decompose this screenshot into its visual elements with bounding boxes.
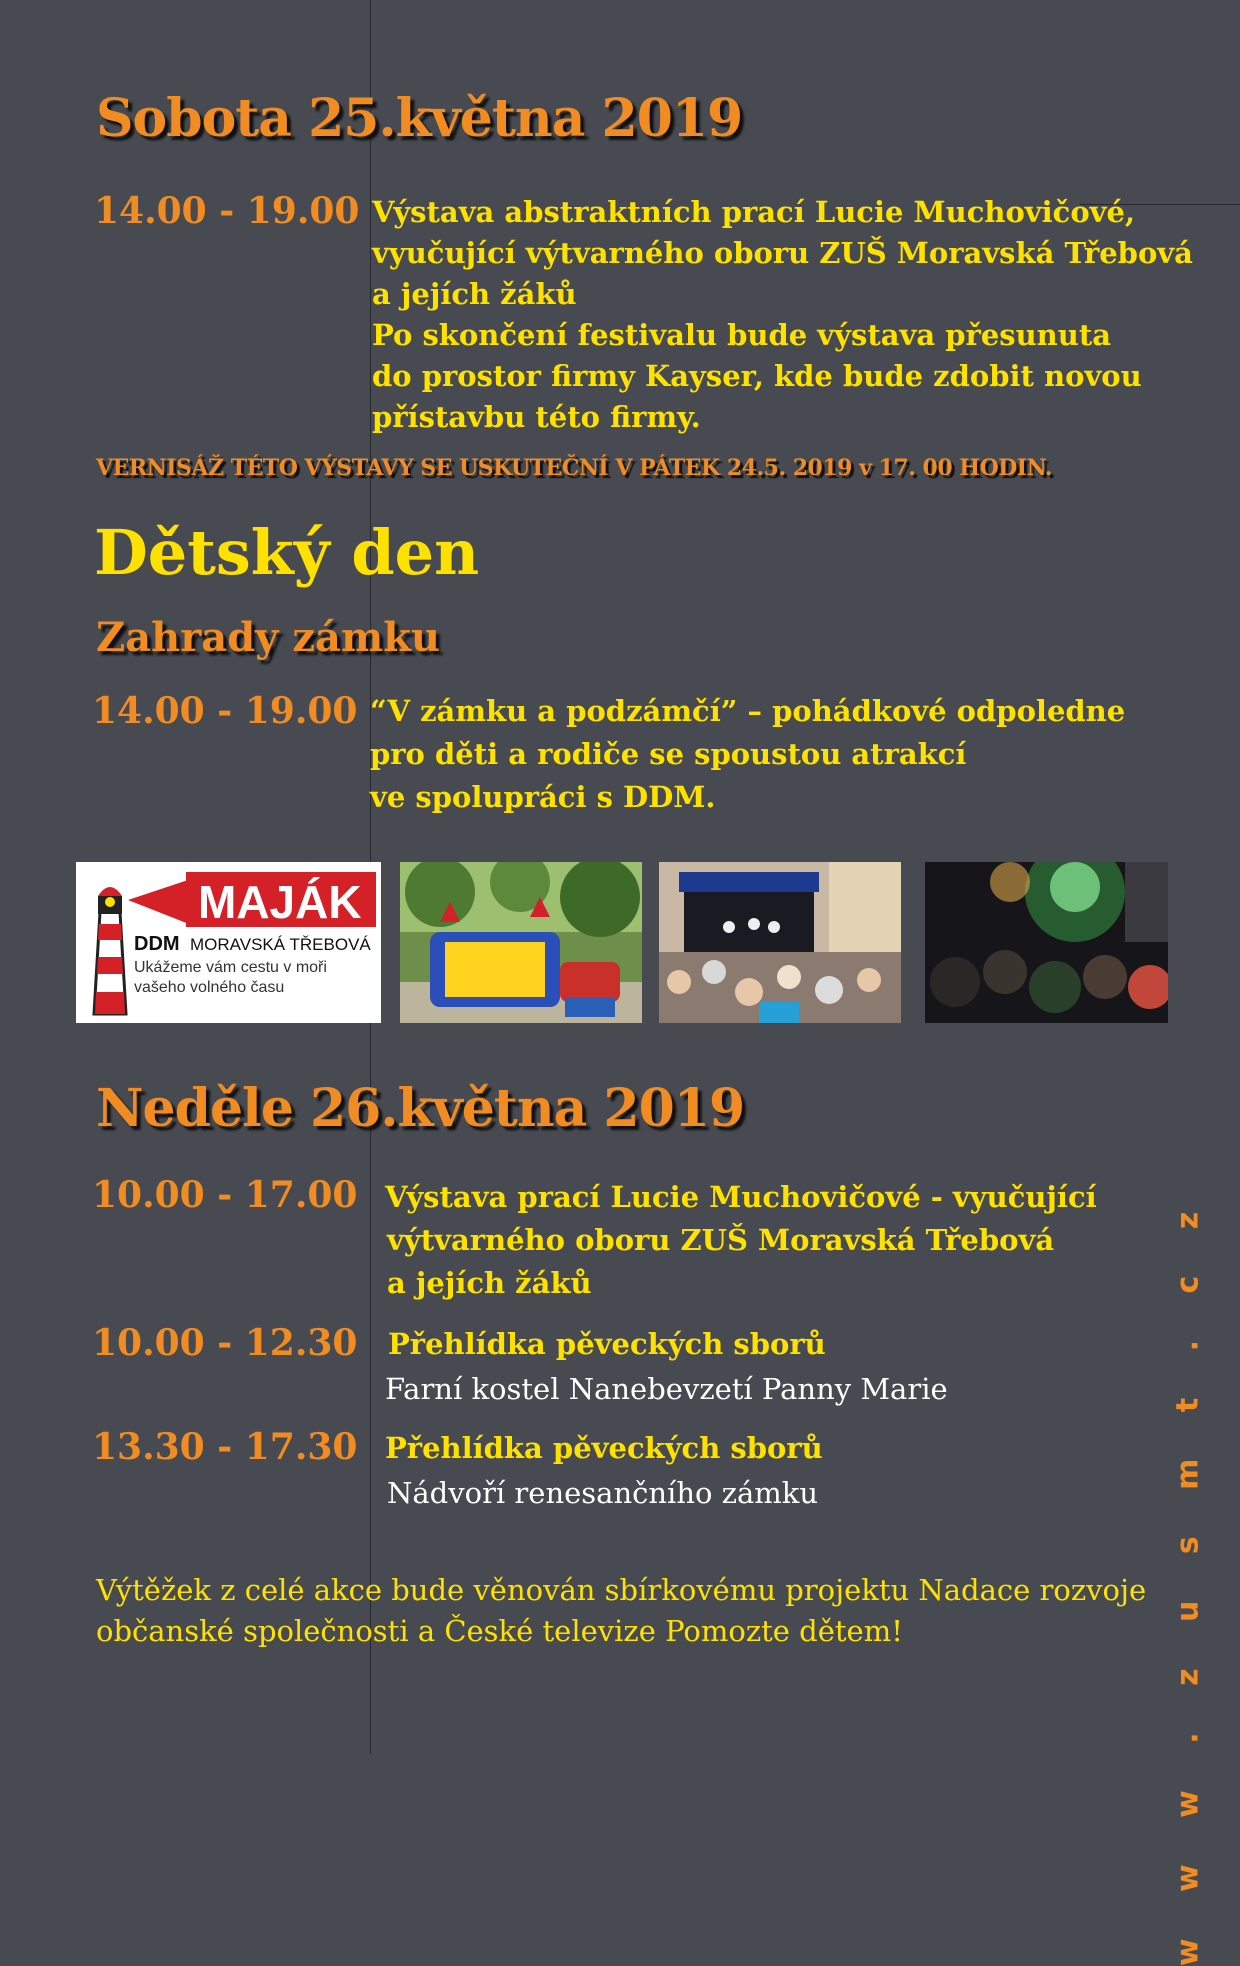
- saturday-event1-line: vyučující výtvarného oboru ZUŠ Moravská Třebová: [372, 236, 1193, 270]
- kids-day-line: pro děti a rodiče se spoustou atrakcí: [370, 737, 967, 771]
- kids-day-description: [370, 690, 1125, 819]
- stage-crowd-photo: [659, 862, 901, 1023]
- website-url-text: w w w . z u s m t . c z: [1170, 1193, 1206, 1966]
- majak-logo-tagline: Ukážeme vám cestu v moři: [134, 959, 327, 976]
- sunday-event1-line: Výstava prací Lucie Muchovičové - vyučující: [385, 1180, 1097, 1214]
- saturday-event1-line: Po skončení festivalu bude výstava přesunuta: [372, 318, 1112, 352]
- bouncy-castle-photo: [400, 862, 642, 1023]
- majak-logo: [76, 862, 381, 1023]
- sunday-event2-title: Přehlídka pěveckých sborů: [388, 1327, 826, 1361]
- footer-line: občanské společnosti a České televize Pomozte dětem!: [96, 1614, 903, 1648]
- kids-day-location: Zahrady zámku: [96, 614, 441, 661]
- saturday-title: Sobota 25.května 2019: [96, 88, 743, 149]
- saturday-event1-line: Výstava abstraktních prací Lucie Muchovičové,: [372, 195, 1136, 229]
- kids-day-title: Dětský den: [94, 516, 480, 589]
- saturday-event1-time: 14.00 - 19.00: [94, 190, 360, 232]
- majak-logo-name: MAJÁK: [198, 876, 362, 928]
- sunday-event3-venue: Nádvoří renesančního zámku: [387, 1476, 819, 1510]
- saturday-event1-description: [372, 192, 1193, 438]
- footer-note: [96, 1570, 1146, 1652]
- sunday-event1-line: výtvarného oboru ZUŠ Moravská Třebová: [387, 1223, 1055, 1257]
- sunday-event1-line: a jejích žáků: [387, 1266, 592, 1300]
- sunday-event3-time: 13.30 - 17.30: [92, 1426, 358, 1468]
- sunday-event1-time: 10.00 - 17.00: [92, 1174, 358, 1216]
- saturday-event1-line: přístavbu této firmy.: [372, 400, 701, 434]
- footer-line: Výtěžek z celé akce bude věnován sbírkovému projektu Nadace rozvoje: [96, 1573, 1147, 1607]
- sunday-event1-description: [385, 1176, 1097, 1305]
- majak-logo-org: DDM: [134, 933, 180, 955]
- kids-day-line: “V zámku a podzámčí” – pohádkové odpoledne: [370, 694, 1126, 728]
- sunday-title: Neděle 26.května 2019: [96, 1078, 745, 1139]
- majak-logo-org-rest: MORAVSKÁ TŘEBOVÁ: [190, 935, 371, 954]
- sunday-event2-venue: Farní kostel Nanebevzetí Panny Marie: [385, 1372, 948, 1406]
- vernisaz-notice: VERNISÁŽ TÉTO VÝSTAVY SE USKUTEČNÍ V PÁTEK 24.5. 2019 v 17. 00 HODIN.: [96, 455, 1052, 481]
- sunday-event3-title: Přehlídka pěveckých sborů: [385, 1431, 823, 1465]
- sunday-event2-time: 10.00 - 12.30: [92, 1322, 358, 1364]
- kids-day-time: 14.00 - 19.00: [92, 690, 358, 732]
- night-concert-photo: [925, 862, 1168, 1023]
- majak-logo-tagline: vašeho volného času: [134, 979, 285, 996]
- kids-day-line: ve spolupráci s DDM.: [370, 780, 716, 814]
- website-url: [1166, 1193, 1210, 1966]
- saturday-event1-line: a jejích žáků: [372, 277, 577, 311]
- saturday-event1-line: do prostor firmy Kayser, kde bude zdobit novou: [372, 359, 1142, 393]
